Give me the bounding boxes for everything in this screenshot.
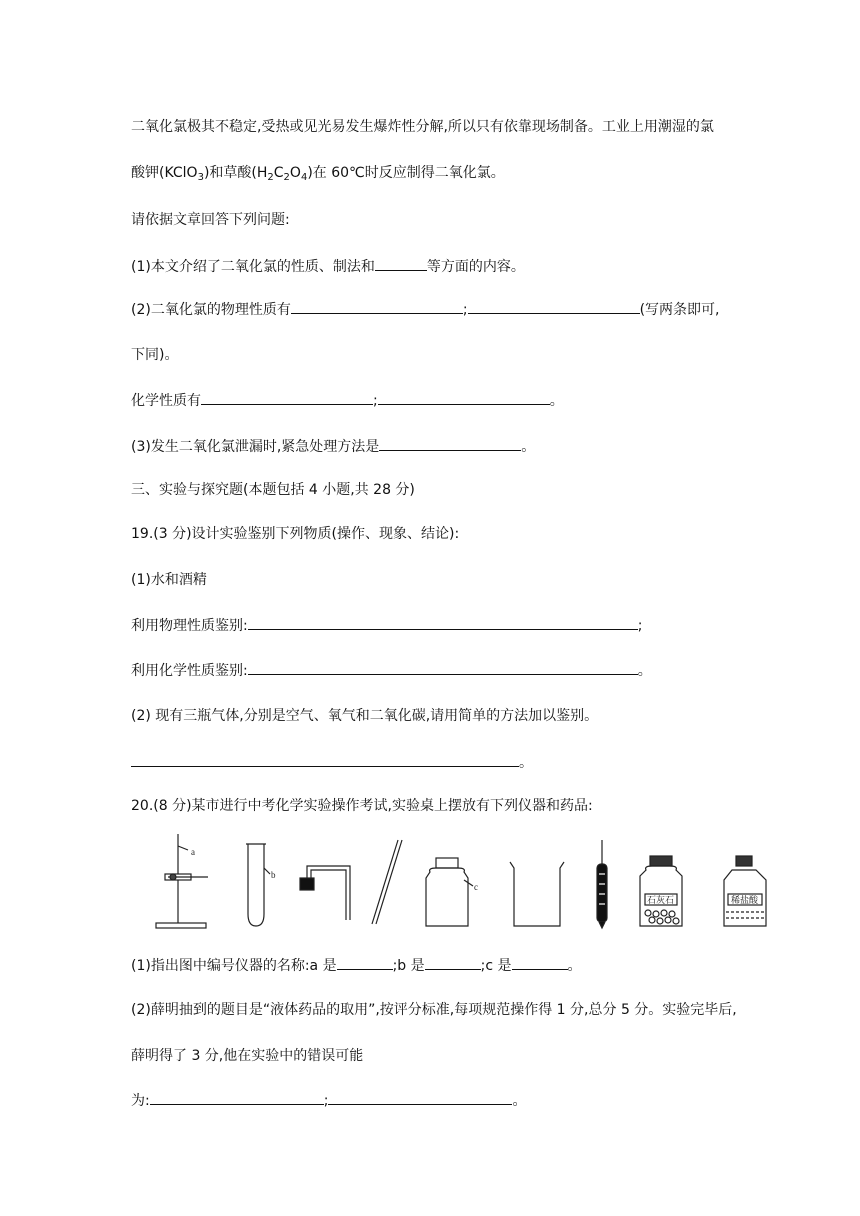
answer-blank[interactable]	[468, 299, 640, 314]
answer-blank[interactable]	[291, 299, 463, 314]
q19-sub2-text: (2) 现有三瓶气体,分别是空气、氧气和二氧化碳,请用简单的方法加以鉴别。	[131, 708, 599, 724]
sub-2a: 2	[267, 172, 274, 183]
separator: ;	[462, 302, 468, 318]
q19-sub1-text: (1)水和酒精	[131, 572, 207, 588]
intro-text-2d: O	[289, 165, 301, 181]
label-b: b	[271, 870, 276, 880]
sub-3: 3	[197, 172, 204, 183]
q18-p3-text: (3)发生二氧化氯泄漏时,紧急处理方法是	[131, 439, 380, 455]
answer-blank[interactable]	[512, 955, 568, 970]
gas-bottle-icon	[426, 858, 478, 926]
period: 。	[637, 663, 652, 679]
q20-part2-line3	[131, 1090, 526, 1111]
answer-blank[interactable]	[425, 955, 481, 970]
q19-phys-text: 利用物理性质鉴别:	[131, 618, 248, 634]
q20-title	[131, 796, 593, 816]
answer-blank[interactable]	[378, 390, 550, 405]
intro-text-2a: 酸钾(KClO	[131, 165, 198, 181]
acid-label: 稀盐酸	[731, 896, 759, 906]
limestone-bottle-icon	[640, 856, 682, 926]
limestone-label: 石灰石	[647, 896, 675, 906]
answer-blank[interactable]	[337, 955, 393, 970]
answer-blank[interactable]	[131, 752, 519, 767]
period: 。	[567, 958, 582, 974]
q19-sub2	[131, 706, 598, 726]
answer-blank[interactable]	[375, 256, 427, 271]
q18-chem-text: 化学性质有	[131, 393, 201, 409]
glass-rod-icon	[372, 840, 402, 924]
intro-line-1	[131, 117, 714, 137]
section-title	[131, 480, 415, 500]
period: 。	[521, 439, 536, 455]
separator: ;	[637, 618, 643, 634]
period: 。	[519, 755, 533, 771]
label-c: c	[474, 882, 478, 892]
q18-p1-text: (1)本文介绍了二氧化氯的性质、制法和	[131, 259, 375, 275]
q18-part1	[131, 256, 525, 277]
q20-part1	[131, 955, 582, 976]
intro-text-2b: )和草酸(H	[203, 165, 268, 181]
q20-part2-line2	[131, 1046, 363, 1066]
intro-text-1: 二氧化氯极其不稳定,受热或见光易发生爆炸性分解,所以只有依靠现场制备。工业上用潮湿的氯	[131, 119, 714, 135]
answer-blank[interactable]	[328, 1090, 512, 1105]
test-tube-icon	[246, 844, 276, 926]
intro-text-2e: )在 60℃时反应制得二氧化氯。	[307, 165, 505, 181]
answer-blank[interactable]	[248, 660, 638, 675]
q20-p1-text: (1)指出图中编号仪器的名称:a 是	[131, 958, 337, 974]
answer-blank[interactable]	[379, 436, 521, 451]
separator: ;	[373, 393, 378, 409]
intro-line-2	[131, 163, 505, 183]
q18-p2-text: (2)二氧化氯的物理性质有	[131, 302, 291, 318]
q19-sub1	[131, 570, 207, 590]
q19-chem	[131, 660, 652, 681]
q18-p1-tail: 等方面的内容。	[426, 259, 525, 275]
sub-4: 4	[300, 172, 308, 183]
q20-part2-line1	[131, 1000, 737, 1020]
q18-prompt	[131, 210, 290, 230]
dropper-icon	[597, 840, 607, 928]
q20-p2-text-1: (2)薛明抽到的题目是“液体药品的取用”,按评分标准,每项规范操作得 1 分,总分 5 分。实验完毕后,	[131, 1002, 737, 1018]
answer-blank[interactable]	[248, 615, 638, 630]
sub-2b: 2	[283, 172, 290, 183]
q18-part2	[131, 299, 719, 320]
beaker-icon	[510, 862, 564, 926]
q19-sub2-answer	[131, 752, 533, 773]
q19-chem-text: 利用化学性质鉴别:	[131, 663, 248, 679]
label-a: a	[191, 847, 195, 857]
q18-chem	[131, 390, 564, 411]
q18-p2-cont-text: 下同)。	[131, 347, 179, 363]
q19-title	[131, 524, 459, 544]
separator: ;	[323, 1093, 329, 1109]
q18-part2-cont	[131, 345, 178, 365]
q20-p2-text-2: 薛明得了 3 分,他在实验中的错误可能	[131, 1048, 364, 1064]
q18-part3	[131, 436, 535, 457]
period: 。	[512, 1093, 527, 1109]
intro-text-2c: C	[273, 165, 284, 181]
answer-blank[interactable]	[201, 390, 373, 405]
apparatus-figure	[140, 828, 790, 938]
q20-p2-text-3: 为:	[131, 1093, 150, 1109]
q19-phys	[131, 615, 642, 636]
section-title-text: 三、实验与探究题(本题包括 4 小题,共 28 分)	[131, 482, 415, 498]
q19-title-text: 19.(3 分)设计实验鉴别下列物质(操作、现象、结论):	[131, 526, 460, 542]
q18-prompt-text: 请依据文章回答下列问题:	[131, 212, 290, 228]
q20-title-text: 20.(8 分)某市进行中考化学实验操作考试,实验桌上摆放有下列仪器和药品:	[131, 798, 593, 814]
q20-p1-c: ;c 是	[480, 958, 512, 974]
iron-stand-icon	[156, 834, 208, 928]
q20-p1-b: ;b 是	[392, 958, 425, 974]
period: 。	[549, 393, 564, 409]
stopper-tube-icon	[300, 866, 350, 920]
acid-bottle-icon	[724, 856, 766, 926]
answer-blank[interactable]	[150, 1090, 324, 1105]
q18-p2-note: (写两条即可,	[639, 302, 720, 318]
